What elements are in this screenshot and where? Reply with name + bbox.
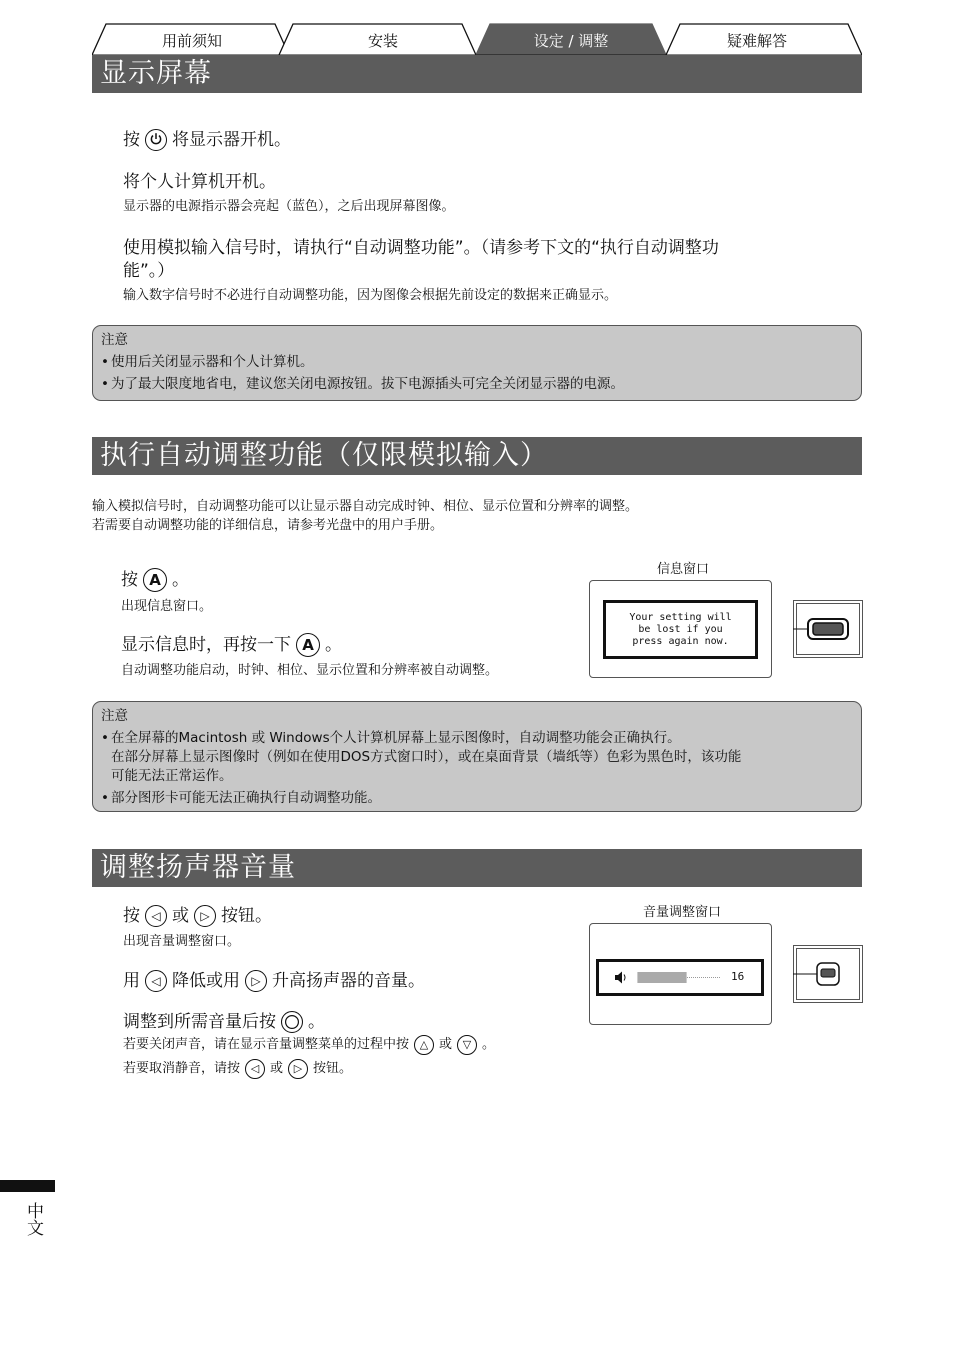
auto-button-icon: A (143, 568, 167, 592)
step-press-auto-desc: 出现信息窗口。 (121, 599, 213, 614)
message-line: press again now. (632, 636, 729, 647)
volume-value: 16 (731, 970, 745, 983)
left-button-icon: ◁ (245, 1059, 265, 1079)
note-label: 注意 (101, 332, 128, 348)
step-power-on-pc: 将个人计算机开机。 (123, 172, 276, 192)
step-press-left-right-desc: 出现音量调整窗口。 (123, 934, 241, 949)
speaker-icon (615, 972, 625, 984)
down-button-icon: ▽ (457, 1035, 477, 1055)
note-item: • 为了最大限度地省电，建议您关闭电源按钮。拔下电源插头可完全关闭显示器的电源。 (101, 373, 853, 395)
up-button-icon: △ (414, 1035, 434, 1055)
monitor-side-illustration (793, 945, 863, 1003)
section-title-speaker-volume: 调整扬声器音量 (92, 849, 862, 887)
note-label: 注意 (101, 708, 128, 724)
power-icon (145, 129, 167, 151)
right-button-icon: ▷ (288, 1059, 308, 1079)
message-window (603, 600, 758, 659)
volume-window-label: 音量调整窗口 (643, 905, 722, 920)
step-adjust-volume: 用 ◁ 降低或用 ▷ 升高扬声器的音量。 (123, 971, 425, 991)
intro-text-line2: 若需要自动调整功能的详细信息，请参考光盘中的用户手册。 (92, 518, 444, 533)
unmute-instruction: 若要取消静音，请按 ◁ 或 ▷ 按钮。 (123, 1057, 352, 1079)
step-auto-adjust-desc: 输入数字信号时不必进行自动调整功能，因为图像会根据先前设定的数据来正确显示。 (123, 288, 618, 303)
section-title-display-screen: 显示屏幕 (92, 55, 862, 93)
button-highlight-icon (793, 600, 863, 658)
note-item: • 在全屏幕的Macintosh 或 Windows个人计算机屏幕上显示图像时，自动调整功能会正确执行。 (101, 727, 853, 749)
monitor-side-illustration (793, 600, 863, 658)
left-button-icon: ◁ (145, 905, 167, 927)
note-item: • 部分图形卡可能无法正确执行自动调整功能。 (101, 787, 853, 809)
step-power-on-monitor: 按 将显示器开机。 (123, 130, 291, 150)
step-press-auto-again: 显示信息时，再按一下 A 。 (121, 635, 342, 655)
note-box-2 (92, 701, 862, 812)
step-power-on-pc-desc: 显示器的电源指示器会亮起（蓝色），之后出现屏幕图像。 (123, 199, 455, 214)
step-press-auto-again-desc: 自动调整功能启动，时钟、相位、显示位置和分辨率被自动调整。 (121, 663, 499, 678)
message-line: be lost if you (638, 624, 723, 635)
tab-troubleshooting[interactable]: 疑难解答 (726, 32, 787, 50)
tab-preparation[interactable]: 用前须知 (161, 32, 222, 50)
right-button-icon: ▷ (245, 970, 267, 992)
note-item-cont: 可能无法正常运作。 (111, 768, 233, 784)
step-auto-adjust-line1: 使用模拟输入信号时，请执行“自动调整功能”。（请参考下文的“执行自动调整功 (123, 238, 719, 258)
section-title-auto-adjust: 执行自动调整功能（仅限模拟输入） (92, 437, 862, 475)
note-box-1 (92, 325, 862, 401)
intro-text-line1: 输入模拟信号时，自动调整功能可以让显示器自动完成时钟、相位、显示位置和分辨率的调整。 (92, 499, 639, 514)
note-item: • 使用后关闭显示器和个人计算机。 (101, 351, 853, 373)
note-item-cont: 在部分屏幕上显示图像时（例如在使用DOS方式窗口时），或在桌面背景（墙纸等）色彩为黑色时，该功能 (111, 749, 742, 765)
message-window-label: 信息窗口 (657, 562, 710, 577)
monitor-screen-illustration (589, 580, 772, 678)
step-auto-adjust-line2: 能”。） (123, 261, 175, 281)
right-button-icon: ▷ (194, 905, 216, 927)
enter-button-highlight-icon (793, 945, 863, 1003)
left-button-icon: ◁ (145, 970, 167, 992)
step-press-left-right: 按 ◁ 或 ▷ 按钮。 (123, 906, 272, 926)
step-confirm-volume: 调整到所需音量后按 。 (123, 1012, 325, 1032)
tab-installation[interactable]: 安装 (367, 32, 398, 50)
tab-setting-adjustment[interactable]: 设定 / 调整 (533, 32, 609, 50)
enter-button-icon (281, 1011, 303, 1033)
step-press-auto: 按 A 。 (121, 570, 189, 590)
mute-instruction: 若要关闭声音，请在显示音量调整菜单的过程中按 △ 或 ▽ 。 (123, 1033, 495, 1055)
volume-window (596, 959, 764, 996)
message-line: Your setting will (629, 612, 732, 623)
auto-button-icon: A (296, 633, 320, 657)
tab-bar (92, 22, 862, 56)
language-tab-label: 中文 (23, 1202, 43, 1236)
language-tab-marker (0, 1180, 55, 1192)
monitor-screen-illustration (589, 923, 772, 1025)
